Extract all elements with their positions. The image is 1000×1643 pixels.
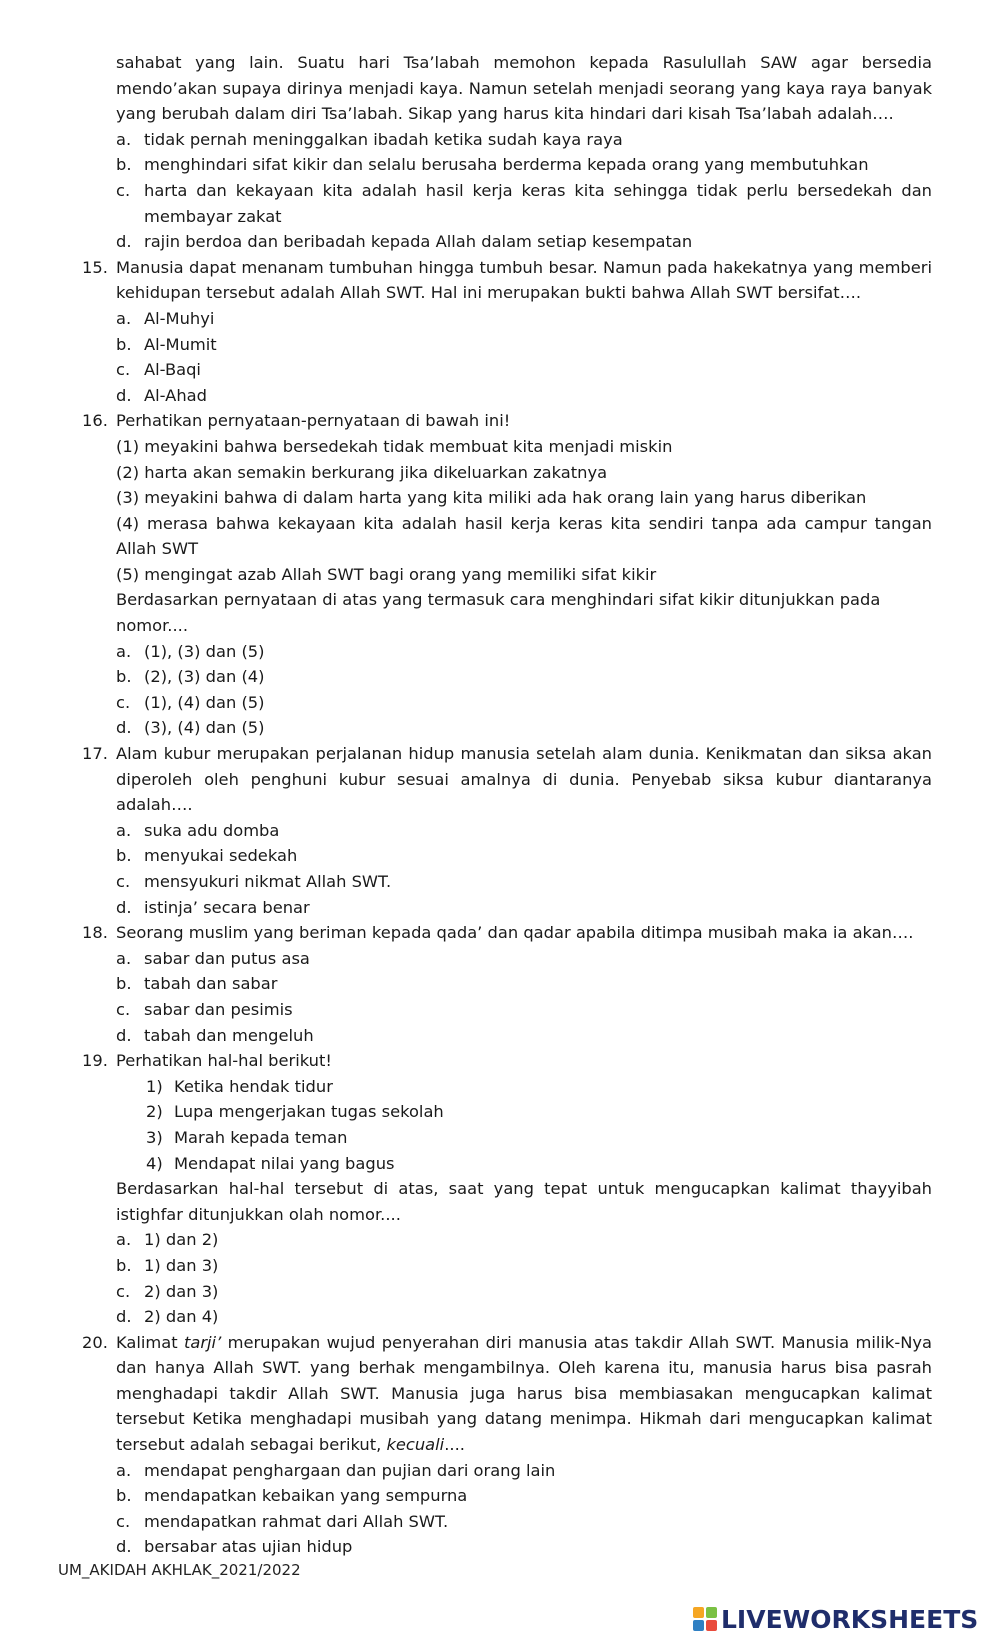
term-tarji: tarji’ [183, 1332, 222, 1352]
q14-option-d[interactable]: d. rajin berdoa dan beribadah kepada Allah dalam setiap kesempatan [116, 232, 693, 252]
q16-statement-3: (3) meyakini bahwa di dalam harta yang kita miliki ada hak orang lain yang harus diberikan [116, 488, 867, 508]
question-number: 16. [82, 411, 108, 431]
q17-option-c[interactable]: c. mensyukuri nikmat Allah SWT. [116, 872, 392, 891]
logo-square-2 [706, 1607, 717, 1618]
q16-prompt: Berdasarkan pernyataan di atas yang termasuk cara menghindari sifat kikir ditunjukkan pada nomor.... [116, 590, 881, 636]
page-footer: UM_AKIDAH AKHLAK_2021/2022 [58, 1561, 301, 1579]
q19-item-2: 2) Lupa mengerjakan tugas sekolah [146, 1102, 444, 1122]
q14-continuation: sahabat yang lain. Suatu hari Tsa’labah memohon kepada Rasulullah SAW agar bersedia mendo’akan supaya dirinya menjadi kaya. Namun setelah menjadi seorang yang kaya raya banyak yang berubah dalam diri Tsa’labah. Sikap yang harus kita hindari dari kisah Tsa’labah adalah…. [116, 53, 932, 124]
question-15 [82, 255, 932, 306]
q19-option-a[interactable]: a. 1) dan 2) [116, 1230, 219, 1250]
q14-option-c[interactable]: c. harta dan kekayaan kita adalah hasil kerja keras kita sehingga tidak perlu bersedekah dan membayar zakat [116, 180, 932, 226]
question-18 [82, 920, 932, 946]
q18-option-a[interactable]: a. sabar dan putus asa [116, 948, 310, 968]
q15-option-c[interactable]: c. Al-Baqi [116, 360, 201, 380]
q15-option-d[interactable]: d. Al-Ahad [116, 385, 207, 405]
q16-statement-2: (2) harta akan semakin berkurang jika dikeluarkan zakatnya [116, 462, 608, 482]
question-number: 19. [82, 1051, 108, 1071]
q16-statement-4: (4) merasa bahwa kekayaan kita adalah hasil kerja keras kita sendiri tanpa ada campur tangan Allah SWT [116, 513, 932, 559]
q17-option-d[interactable]: d. istinja’ secara benar [116, 897, 310, 917]
term-kecuali: kecuali [386, 1435, 445, 1455]
question-text: Manusia dapat menanam tumbuhan hingga tumbuh besar. Namun pada hakekatnya yang memberi kehidupan tersebut adalah Allah SWT. Hal ini merupakan bukti bahwa Allah SWT bersifat…. [116, 257, 932, 303]
q19-option-c[interactable]: c. 2) dan 3) [116, 1281, 219, 1301]
question-number: 18. [82, 923, 108, 943]
q14-options [82, 127, 932, 255]
question-number: 15. [82, 257, 108, 277]
q19-prompt: Berdasarkan hal-hal tersebut di atas, saat yang tepat untuk mengucapkan kalimat thayyibah istighfar ditunjukkan olah nomor.... [116, 1179, 932, 1224]
logo-square-4 [706, 1620, 717, 1631]
q17-option-b[interactable]: b. menyukai sedekah [116, 846, 298, 866]
q14-option-a[interactable]: a. tidak pernah meninggalkan ibadah ketika sudah kaya raya [116, 129, 623, 149]
q16-option-b[interactable]: b. (2), (3) dan (4) [116, 667, 265, 687]
q15-option-a[interactable]: a. Al-Muhyi [116, 308, 215, 328]
q18-option-c[interactable]: c. sabar dan pesimis [116, 999, 293, 1019]
q19-option-b[interactable]: b. 1) dan 3) [116, 1255, 219, 1275]
question-text: Perhatikan pernyataan-pernyataan di bawah ini! [116, 411, 511, 431]
q17-option-a[interactable]: a. suka adu domba [116, 820, 280, 840]
q16-option-c[interactable]: c. (1), (4) dan (5) [116, 692, 265, 712]
question-number: 17. [82, 744, 108, 764]
question-19 [82, 1048, 932, 1074]
question-20: 20. Kalimat tarji’ merupakan wujud penyerahan diri manusia atas takdir Allah SWT. Manusia milik-Nya dan hanya Allah SWT. yang berhak mengambilnya. Oleh karena itu, manusia harus bisa pasrah menghadapi takdir Allah SWT. Manusia juga harus bisa membiasakan mengucapkan kalimat tersebut Ketika menghadapi musibah yang datang menimpa. Hikmah dari mengucapkan kalimat tersebut adalah sebagai berikut, kecuali.... [82, 1330, 932, 1458]
q14-option-b[interactable]: b. menghindari sifat kikir dan selalu berusaha berderma kepada orang yang membutuhkan [116, 155, 869, 175]
q20-option-d[interactable]: d. bersabar atas ujian hidup [116, 1537, 353, 1557]
q20-option-b[interactable]: b. mendapatkan kebaikan yang sempurna [116, 1486, 468, 1506]
q19-item-4: 4) Mendapat nilai yang bagus [146, 1153, 395, 1173]
q18-option-d[interactable]: d. tabah dan mengeluh [116, 1025, 314, 1045]
liveworksheets-logo[interactable] [693, 1604, 978, 1634]
q19-option-d[interactable]: d. 2) dan 4) [116, 1307, 219, 1327]
q19-item-1: 1) Ketika hendak tidur [146, 1076, 333, 1096]
logo-text: LIVEWORKSHEETS [721, 1604, 979, 1634]
q16-option-d[interactable]: d. (3), (4) dan (5) [116, 718, 265, 738]
question-17 [82, 741, 932, 818]
question-number: 20. [82, 1332, 108, 1352]
q16-statement-5: (5) mengingat azab Allah SWT bagi orang yang memiliki sifat kikir [116, 564, 657, 584]
question-text: Seorang muslim yang beriman kepada qada’ dan qadar apabila ditimpa musibah maka ia akan…. [116, 923, 914, 943]
q16-statement-1: (1) meyakini bahwa bersedekah tidak membuat kita menjadi miskin [116, 436, 673, 456]
question-text: Alam kubur merupakan perjalanan hidup manusia setelah alam dunia. Kenikmatan dan siksa akan diperoleh oleh penghuni kubur sesuai amalnya di dunia. Penyebab siksa kubur diantaranya adalah…. [116, 744, 932, 815]
q20-option-a[interactable]: a. mendapat penghargaan dan pujian dari orang lain [116, 1460, 556, 1480]
q16-option-a[interactable]: a. (1), (3) dan (5) [116, 641, 265, 661]
logo-square-3 [693, 1620, 704, 1631]
q18-option-b[interactable]: b. tabah dan sabar [116, 974, 278, 994]
q19-item-3: 3) Marah kepada teman [146, 1127, 348, 1147]
q15-option-b[interactable]: b. Al-Mumit [116, 334, 217, 354]
logo-square-1 [693, 1607, 704, 1618]
question-text: Perhatikan hal-hal berikut! [116, 1051, 332, 1071]
liveworksheets-icon [693, 1607, 717, 1631]
question-content [82, 50, 932, 1560]
question-16 [82, 408, 932, 434]
q20-option-c[interactable]: c. mendapatkan rahmat dari Allah SWT. [116, 1511, 449, 1531]
